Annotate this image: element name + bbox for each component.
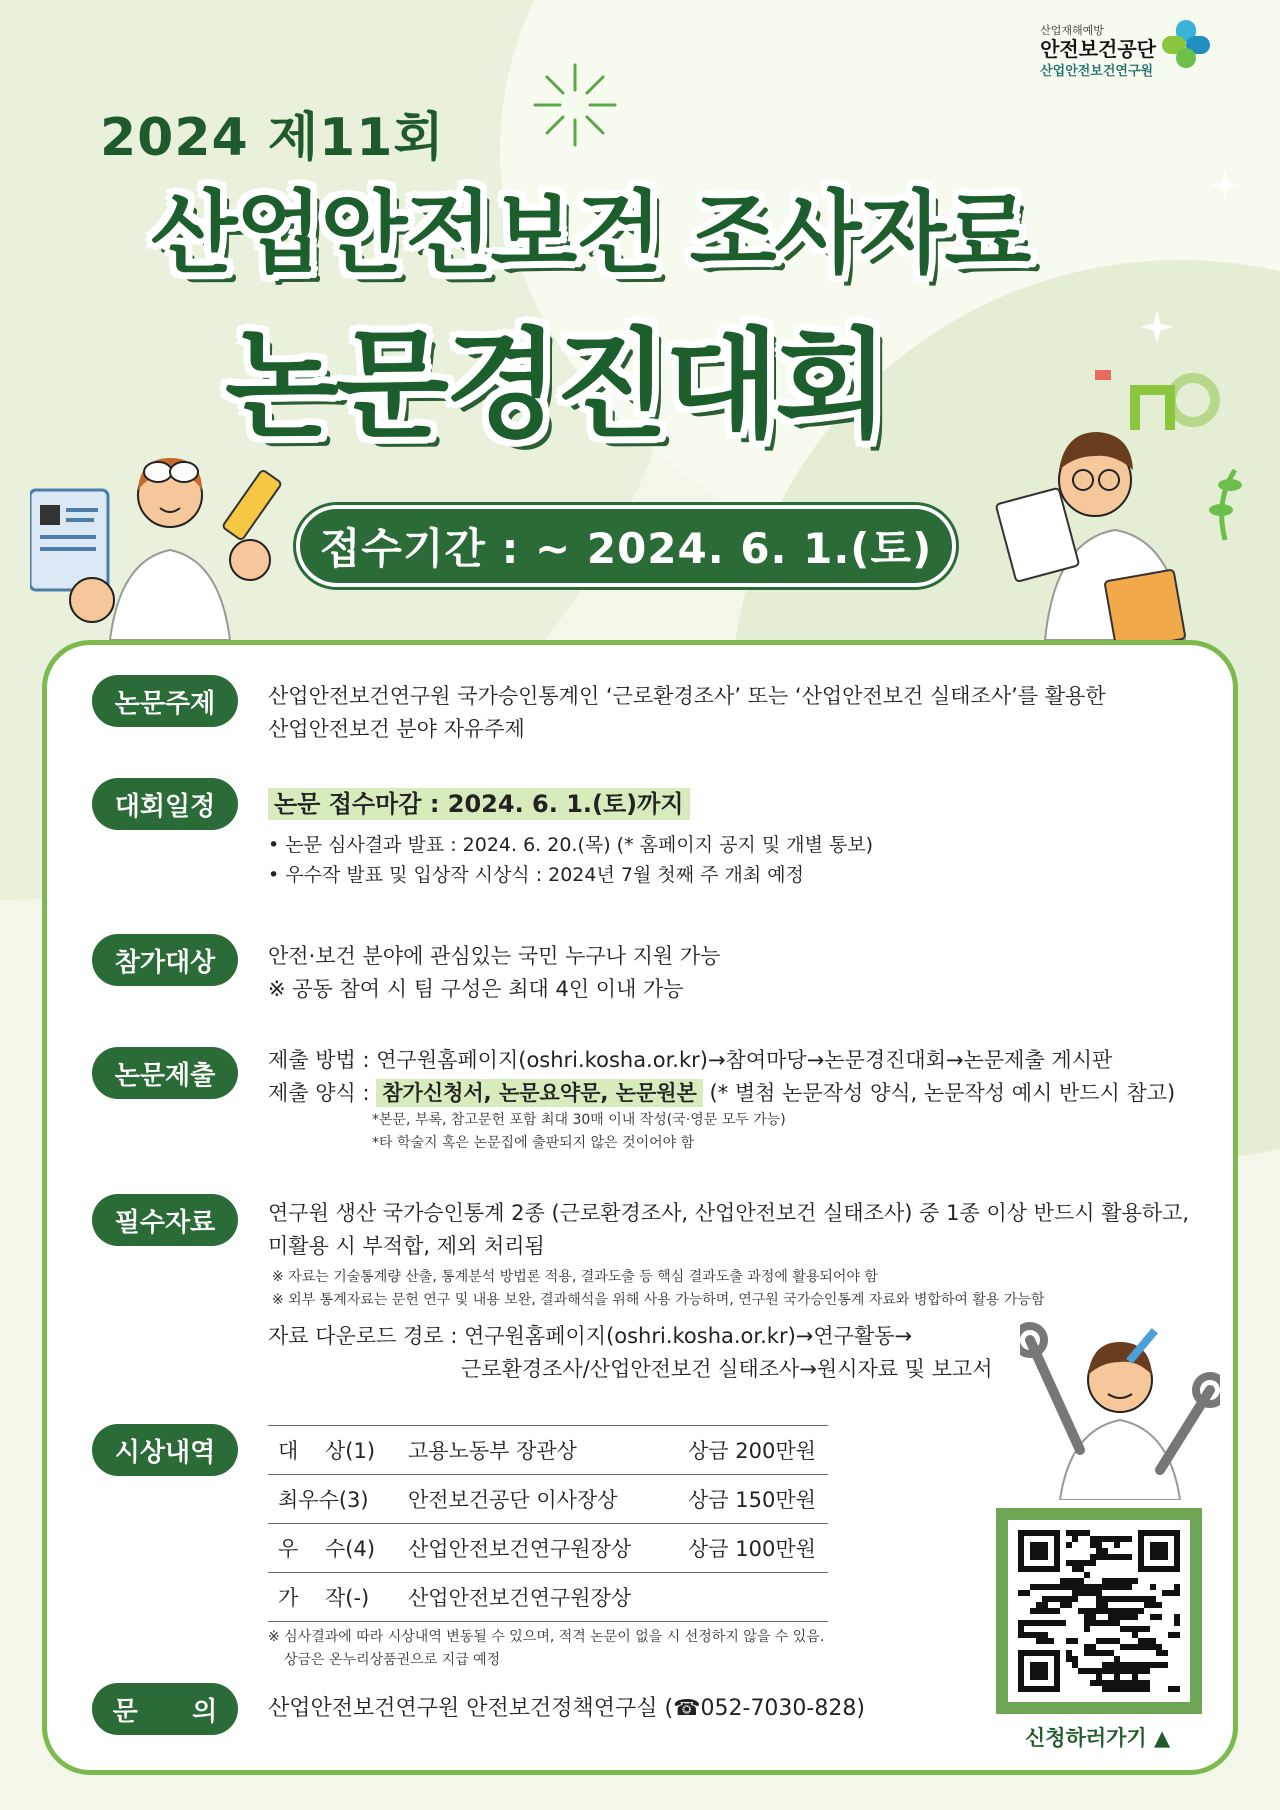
year-title: 2024 제11회 <box>100 108 445 168</box>
awards-table-wrap <box>268 1425 828 1672</box>
qr-pattern <box>1018 1530 1180 1692</box>
awards-note1: ※ 심사결과에 따라 시상내역 변동될 수 있으며, 적격 논문이 없을 시 선정하지 않을 수 있음. <box>268 1629 825 1645</box>
download-path2: 근로환경조사/산업안전보건 실태조사→원시자료 및 보고서 <box>461 1356 993 1381</box>
download-path1: 자료 다운로드 경로 : 연구원홈페이지(oshri.kosha.or.kr)→연구활동→ <box>268 1324 913 1349</box>
submission-note2: *타 학술지 혹은 논문집에 출판되지 않은 것이어야 함 <box>372 1135 695 1152</box>
award-name: 안전보건공단 이사장상 <box>398 1475 678 1524</box>
topic-line1: 산업안전보건연구원 국가승인통계인 ‘근로환경조사’ 또는 ‘산업안전보건 실태조사’를 활용한 <box>268 684 1106 708</box>
awards-table <box>268 1425 828 1622</box>
schedule-item1: • 논문 심사결과 발표 : 2024. 6. 20.(목) (* 홈페이지 공지 및 개별 통보) <box>268 834 874 857</box>
submission-form <box>268 1077 1175 1110</box>
required-line1: 연구원 생산 국가승인통계 2종 (근로환경조사, 산업안전보건 실태조사) 중 1종 이상 반드시 활용하고, <box>268 1201 1190 1225</box>
label-submission: 논문제출 <box>92 1047 238 1099</box>
researcher-with-pencil-illustration <box>30 450 300 640</box>
award-prize: 상금 200만원 <box>678 1426 828 1475</box>
submission-method: 제출 방법 : 연구원홈페이지(oshri.kosha.or.kr)→참여마당→논문경진대회→논문제출 게시판 <box>268 1048 1113 1072</box>
sparkle-decoration <box>530 60 620 150</box>
award-prize <box>678 1573 828 1622</box>
award-rank: 우 수(4) <box>268 1524 398 1573</box>
label-required: 필수자료 <box>92 1194 238 1246</box>
form-highlight: 참가신청서, 논문요약문, 논문원본 <box>376 1079 703 1107</box>
submission-text <box>268 1044 1175 1155</box>
award-rank: 대 상(1) <box>268 1426 398 1475</box>
award-name: 고용노동부 장관상 <box>398 1426 678 1475</box>
contact-text: 산업안전보건연구원 안전보건정책연구실 (☎052-7030-828) <box>268 1696 865 1721</box>
label-topic: 논문주제 <box>92 675 238 727</box>
label-contact: 문 의 <box>92 1683 238 1735</box>
award-row <box>268 1573 828 1622</box>
label-target: 참가대상 <box>92 934 238 986</box>
target-text <box>268 940 720 1005</box>
form-prefix: 제출 양식 : <box>268 1080 377 1105</box>
main-title-line2: 논문경진대회 <box>225 316 885 454</box>
application-qr-code[interactable] <box>996 1508 1202 1714</box>
label-schedule: 대회일정 <box>92 778 238 830</box>
award-name: 산업안전보건연구원장상 <box>398 1524 678 1573</box>
form-suffix: (* 별첨 논문작성 양식, 논문작성 예시 반드시 참고) <box>702 1080 1176 1105</box>
main-title-line1: 산업안전보건 조사자료 <box>150 181 1030 286</box>
deadline-highlight: 논문 접수마감 : 2024. 6. 1.(토)까지 <box>268 788 690 820</box>
topic-text <box>268 680 1106 745</box>
awards-note2: 상금은 온누리상품권으로 지급 예정 <box>284 1652 501 1669</box>
schedule-item2: • 우수작 발표 및 입상작 시상식 : 2024년 7월 첫째 주 개최 예정 <box>268 863 804 886</box>
award-prize: 상금 100만원 <box>678 1524 828 1573</box>
award-rank: 가 작(-) <box>268 1573 398 1622</box>
submission-period-banner: 접수기간 : ~ 2024. 6. 1.(토) <box>296 505 956 587</box>
award-row <box>268 1475 828 1524</box>
award-row <box>268 1426 828 1475</box>
award-rank: 최우수(3) <box>268 1475 398 1524</box>
required-note2: ※ 외부 통계자료는 문헌 연구 및 내용 보완, 결과해석을 위해 사용 가능하며, 연구원 국가승인통계 자료와 병합하여 활용 가능함 <box>272 1292 1045 1309</box>
award-prize: 상금 150만원 <box>678 1475 828 1524</box>
topic-line2: 산업안전보건 분야 자유주제 <box>268 716 525 741</box>
target-line2: ※ 공동 참여 시 팀 구성은 최대 4인 이내 가능 <box>268 976 684 1001</box>
logo-cross-icon <box>1162 20 1210 68</box>
target-line1: 안전·보건 분야에 관심있는 국민 누구나 지원 가능 <box>268 944 721 968</box>
submission-note1: *본문, 부록, 참고문헌 포함 최대 30매 이내 작성(국·영문 모두 가능) <box>372 1112 786 1129</box>
label-awards: 시상내역 <box>92 1424 238 1476</box>
logo-small-text: 산업재해예방 <box>1040 24 1104 37</box>
logo-main-text: 안전보건공단 <box>1040 37 1156 61</box>
required-line2: 미활용 시 부적합, 제외 처리됨 <box>268 1233 545 1258</box>
worker-with-wrenches-illustration <box>1020 1320 1220 1500</box>
required-note1: ※ 자료는 기술통계량 산출, 통계분석 방법론 적용, 결과도출 등 핵심 결과도출 과정에 활용되어야 함 <box>272 1269 878 1286</box>
agency-logo <box>1040 22 1210 79</box>
award-name: 산업안전보건연구원장상 <box>398 1573 678 1622</box>
award-row <box>268 1524 828 1573</box>
researcher-with-clipboard-illustration <box>985 370 1245 640</box>
logo-sub-text: 산업안전보건연구원 <box>1040 64 1154 79</box>
apply-link[interactable]: 신청하러가기 ▲ <box>1025 1726 1171 1750</box>
schedule-text <box>268 786 873 890</box>
